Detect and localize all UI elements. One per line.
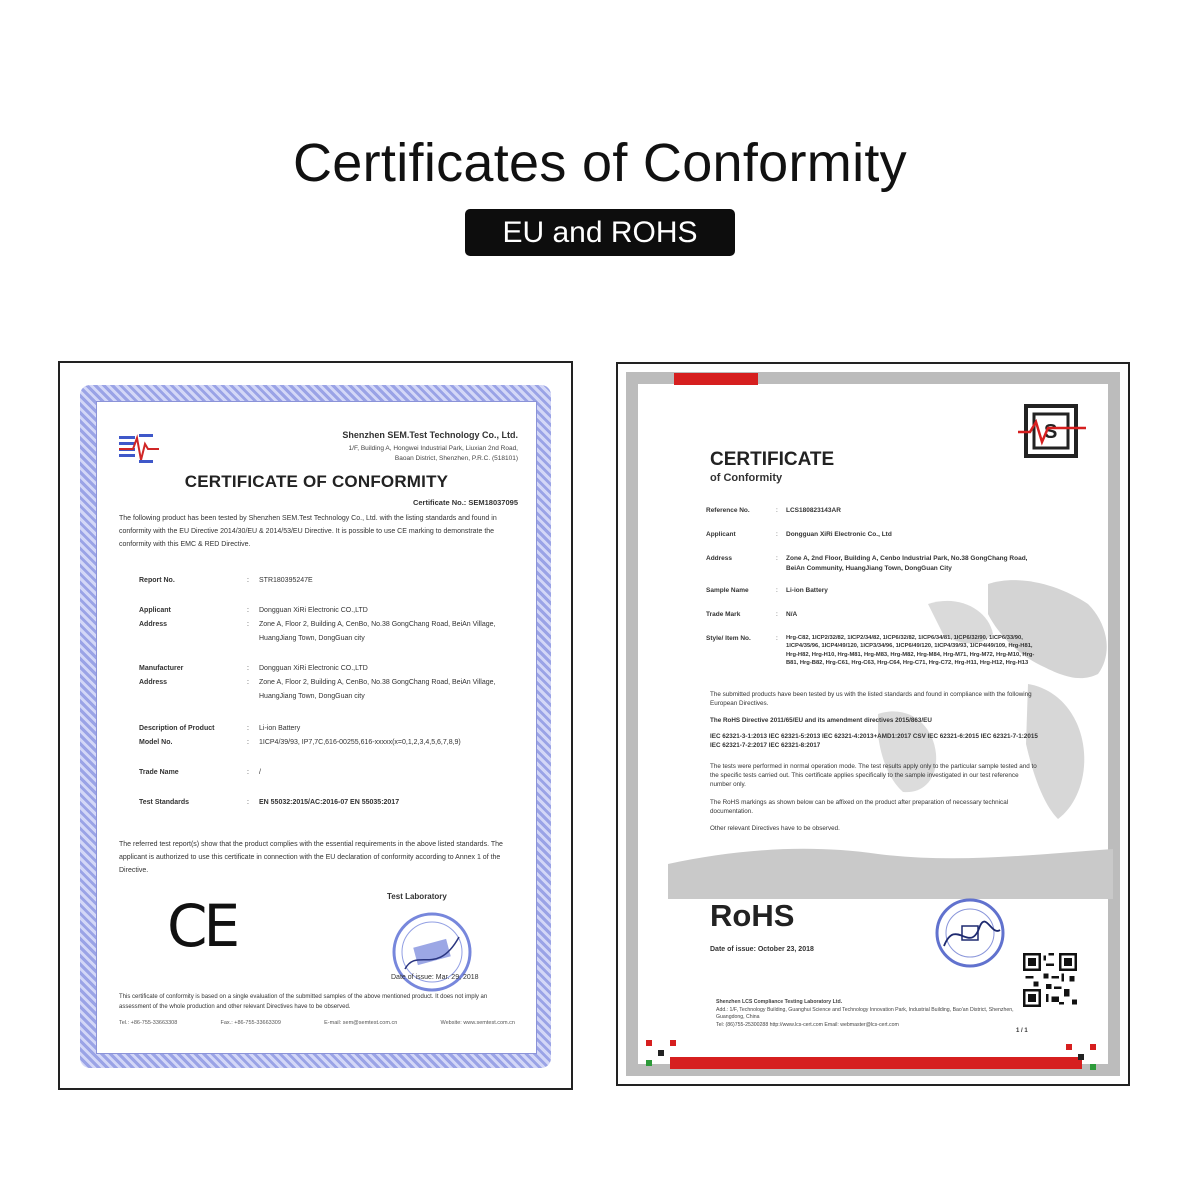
qr-code-icon [1023,953,1077,1007]
rohs-paragraph: Other relevant Directives have to be observed. [710,825,840,832]
ce-field-value: Dongguan XiRi Electronic CO.,LTD [259,607,368,614]
ce-contact-tel: Tel.: +86-755-33663308 [119,1020,178,1026]
rohs-page-number: 1 / 1 [1016,1028,1028,1034]
ce-field-value: / [259,769,261,776]
rohs-field-label: Address [706,555,733,562]
rohs-field-value: Hrg-C82, 1ICP2/32/82, 1ICP2/34/82, 1ICP6/32/82, 1ICP6/34/81, 1ICP6/32/90, 1ICP6/33/90, 1ICP4/35/96, 1ICP4/49/120, 1ICP3/34/96, 1ICP6/49/120, 1ICP4/39/93, 1ICP4/49/109, Hrg-H81, Hrg-H82, Hrg-H10, Hrg-M81, Hrg-M83, Hrg-M82, Hrg-M84, Hrg-M71, Hrg-M72, Hrg-M10, Hrg-B81, Hrg-B82, Hrg-C61, Hrg-C63, Hrg-C64, Hrg-C71, Hrg-C72, Hrg-H11, Hrg-H12, Hrg-H13 [786,635,1035,667]
rohs-mark-logo: RoHS [710,898,795,933]
rohs-field-value: Zone A, 2nd Floor, Building A, Cenbo Industrial Park, No.38 GongChang Road, BeiAn Community, HuangJiang Town, DongGuan City [786,555,1028,572]
ce-contact-email: E-mail: sem@semtest.com.cn [324,1020,398,1026]
decor-square [1090,1064,1096,1070]
rohs-paragraph: The RoHS markings as shown below can be affixed on the product after preparation of necessary technical documentation. [710,799,1009,815]
rohs-field-label: Reference No. [706,507,750,514]
rohs-footer-contact: Tel: (86)755-25300288 http://www.lcs-cert.com Email: webmaster@lcs-cert.com [716,1021,899,1028]
ce-bottom-note: This certificate of conformity is based on a single evaluation of the submitted samples of the above mentioned product. It does not imply an assessment of the whole production and other relevant Directives have to be observed. [119,994,488,1010]
ce-certificate-body: Shenzhen SEM.Test Technology Co., Ltd. 1/F, Building A, Hongwei Industrial Park, Liuxian 2nd Road, Baoan District, Shenzhen, P.R.C. (518101) CERTIFICATE OF CONFORMITY Certificate No.: SEM18037095 The following product has been tested by Shenzhen SEM.Test Technology Co., Ltd. with the listing standards and found in conformity with the EU Directive 2014/30/EU & 2014/53/EU Directive. It is possible to use CE marking to demonstrate the conformity with this EMC & RED Directive. Report No. : STR180395247E Applicant : Dongguan XiRi Electronic CO.,LTD Address : Zone A, Floor 2, Building A, CenBo, No.38 GongChang Road, BeiAn Village, HuangJiang Town, DongGuan city Manufacturer : Dongguan XiRi Electronic CO.,LTD Address : Zone A, Floor 2, Building A, CenBo, No.38 GongChang Road, BeiAn Village, HuangJiang Town, DongGuan city Description of Product : Li-ion Battery Model No. : 1ICP4/39/93, IP7,7C,616-00255,616-xxxxx(x=0,1,2,3,4,5,6,7,8,9) Trade Name : / Test Standards : EN 55032:2015/AC:2016-07 EN 55035:2017 The referred test report(s) show that the product complies with the essential requirements in the above listed standards. The applicant is authorized to use this certificate in connection with the EU declaration of conformity according to Annex 1 of the Directive. CE Test Laboratory Date of issue: Mar. 29, 2018 This certificate of conformity is based on a single evaluation of the submitted samples of the above mentioned product. It does not imply an assessment of the whole production and other relevant Directives have to be observed. Tel.: +86-755-33663308 Fax.: +86-755-33663309 E-mail: sem@semtest.com.cn Website: www.semtest.com.cn [96,401,537,1054]
rohs-paragraph: The RoHS Directive 2011/65/EU and its amendment directives 2015/863/EU [710,717,932,724]
rohs-field-value: Li-ion Battery [786,587,828,594]
rohs-laboratory-stamp-icon [930,896,1010,970]
rohs-certificate: S CERTIFICATE of Conformity Reference No. : LCS180823143AR Applicant : Dongguan XiRi Electronic Co., Ltd Address : Zone A, 2nd Floor, Building A, Cenbo Industrial Park, No.38 GongChang Road, BeiAn Community, HuangJiang Town, DongGuan City Sample Name : Li-ion Battery Trade Mark : N/A Style/ Item No. : Hrg-C82, 1ICP2/32/82, 1ICP2/34/82, 1ICP6/32/82, 1ICP6/34/81, 1ICP6/32/90, 1ICP6/33/90, 1ICP4/35/96, 1ICP4/49/120, 1ICP3/34/96, 1ICP6/49/120, 1ICP4/39/93, 1ICP4/49/109, Hrg-H81, Hrg-H82, Hrg-H10, Hrg-M81, Hrg-M83, Hrg-M82, Hrg-M84, Hrg-M71, Hrg-M72, Hrg-M10, Hrg-B81, Hrg-B82, Hrg-C61, Hrg-C63, Hrg-C64, Hrg-C71, Hrg-C72, Hrg-H11, Hrg-H12, Hrg-H13 The submitted products have been tested by us with the listed standards and found in compliance with the following European Directives. The RoHS Directive 2011/65/EU and its amendment directives 2015/863/EU IEC 62321-3-1:2013 IEC 62321-5:2013 IEC 62321-4:2013+AMD1:2017 CSV IEC 62321-6:2015 IEC 62321-7-1:2015 IEC 62321-7-2:2017 IEC 62321-8:2017 The tests were performed in normal operation mode. The test results apply only to the particular sample tested and to the specific tests carried out. This certificate applies specifically to the sample investigated in our test reference number only. The RoHS markings as shown below can be affixed on the product after preparation of necessary technical documentation. Other relevant Directives have to be observed. RoHS Date of issue: October 23, 2018 Shenzhen LCS Compliance Testing Laboratory Ltd. Add.: 1/F, Technology Building, Guanghui Science and Technology Innovation Park, Industrial Building, Bao'an District, Shenzhen, Guangdong, China Tel: (86)755-25300288 http://www.lcs-cert.com Email: webmaster@lcs-cert.com 1 / 1 [616,362,1130,1086]
ce-field-label: Trade Name [139,769,179,776]
ce-company-address [258,444,518,464]
decor-square [670,1040,676,1046]
ce-field-label: Report No. [139,577,175,584]
rohs-field-label: Style/ Item No. [706,635,751,642]
ce-field-value: Zone A, Floor 2, Building A, CenBo, No.38 GongChang Road, BeiAn Village, HuangJiang Town, DongGuan city [259,679,496,700]
ce-field-value: EN 55032:2015/AC:2016-07 EN 55035:2017 [259,799,400,806]
rohs-certificate-title: CERTIFICATE [710,449,835,470]
rohs-paragraph: The tests were performed in normal operation mode. The test results apply only to the particular sample tested and to the specific tests carried out. This certificate applies specifically to the sample investigated in our test reference number only. [710,763,1037,788]
rohs-field-label: Trade Mark [706,611,741,618]
ce-field-label: Test Standards [139,799,190,806]
rohs-field-label: Applicant [706,531,736,538]
rohs-field-value: LCS180823143AR [786,507,841,514]
rohs-field-label: Sample Name [706,587,749,594]
decor-square [658,1050,664,1056]
rohs-paragraph: The submitted products have been tested by us with the listed standards and found in compliance with the following European Directives. [710,691,1032,707]
rohs-footer [716,999,1016,1029]
rohs-footer-address: Add.: 1/F, Technology Building, Guanghui Science and Technology Innovation Park, Industrial Building, Bao'an District, Shenzhen, Guangdong, China [716,1006,1014,1020]
ce-company-name: Shenzhen SEM.Test Technology Co., Ltd. [342,430,518,440]
rohs-paragraph: IEC 62321-3-1:2013 IEC 62321-5:2013 IEC 62321-4:2013+AMD1:2017 CSV IEC 62321-6:2015 IEC 62321-7-1:2015 IEC 62321-7-2:2017 IEC 62321-8:2017 [710,733,1038,749]
rohs-footer-lab-name: Shenzhen LCS Compliance Testing Laboratory Ltd. [716,999,843,1005]
lcs-logo-icon [1018,404,1086,460]
decor-square [646,1060,652,1066]
rohs-date-of-issue: Date of issue: October 23, 2018 [710,946,814,953]
ce-certificate [58,361,573,1090]
ce-field-label: Address [139,679,168,686]
decor-square [646,1040,652,1046]
ce-contact-line [119,1020,515,1026]
ce-footnote: The referred test report(s) show that the product complies with the essential requirements in the above listed standards. The applicant is authorized to use this certificate in connection with the EU declaration of conformity according to Annex 1 of the Directive. [119,841,503,874]
ce-field-value: STR180395247E [259,577,313,584]
ce-field-value: Zone A, Floor 2, Building A, CenBo, No.38 GongChang Road, BeiAn Village, HuangJiang Town, DongGuan city [259,621,496,642]
ce-field-label: Description of Product [139,725,215,732]
ce-test-laboratory-label: Test Laboratory [387,892,447,901]
rohs-red-top-bar [674,373,758,385]
ce-field-label: Model No. [139,739,173,746]
rohs-red-bottom-bar [670,1057,1082,1069]
rohs-field-value: Dongguan XiRi Electronic Co., Ltd [786,531,892,538]
sem-test-logo-icon [119,432,159,466]
ce-laboratory-stamp-icon [387,907,477,997]
ce-field-label: Manufacturer [139,665,184,672]
ce-field-value: 1ICP4/39/93, IP7,7C,616-00255,616-xxxxx(x=0,1,2,3,4,5,6,7,8,9) [259,739,461,746]
ce-mark-logo: CE [167,892,237,960]
decor-square [1090,1044,1096,1050]
ce-contact-fax: Fax.: +86-755-33663309 [220,1020,281,1026]
ce-company-address-line-1: 1/F, Building A, Hongwei Industrial Park, Liuxian 2nd Road, [348,445,518,452]
ce-field-label: Applicant [139,607,171,614]
ce-company-address-line-2: Baoan District, Shenzhen, P.R.C. (518101) [394,455,518,462]
ce-certificate-number: Certificate No.: SEM18037095 [412,498,518,507]
rohs-certificate-subtitle: of Conformity [710,472,783,484]
ce-certificate-title: CERTIFICATE OF CONFORMITY [184,472,449,491]
subtitle-badge: EU and ROHS [465,209,735,256]
decor-square [1078,1054,1084,1060]
ce-field-value: Dongguan XiRi Electronic CO.,LTD [259,665,368,672]
ce-intro-text: The following product has been tested by Shenzhen SEM.Test Technology Co., Ltd. with the listing standards and found in conformity with the EU Directive 2014/30/EU & 2014/53/EU Directive. It is possible to use CE marking to demonstrate the conformity with this EMC & RED Directive. [119,515,497,548]
page-title: Certificates of Conformity [293,133,907,193]
ce-issue-date: Date of issue: Mar. 29, 2018 [391,974,479,981]
rohs-field-value: N/A [786,611,798,618]
ce-field-label: Address [139,621,168,628]
ce-contact-website: Website: www.semtest.com.cn [440,1020,515,1026]
decor-square [1066,1044,1072,1050]
svg-text:S: S [1044,421,1058,443]
ce-field-value: Li-ion Battery [259,725,301,732]
